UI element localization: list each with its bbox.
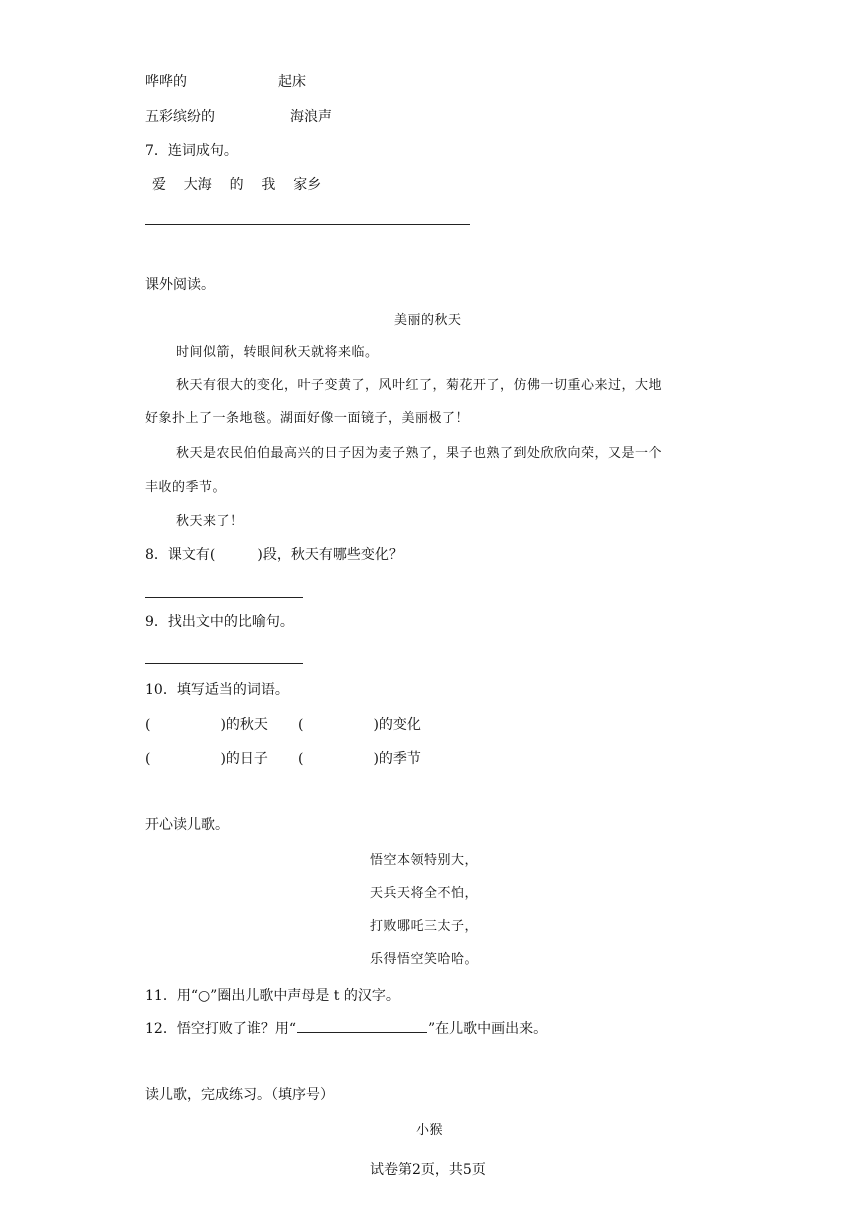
page-footer: 试卷第2页，共5页 xyxy=(370,1162,486,1178)
reading1-p2b: 好象扑上了一条地毯。湖面好像一面镜子，美丽极了！ xyxy=(145,411,470,426)
q7-words: 爱 大海 的 我 家乡 xyxy=(152,177,322,193)
q10-blank-1[interactable]: ( )的秋天 xyxy=(145,717,268,733)
reading1-p2a: 秋天有很大的变化，叶子变黄了，风叶红了，菊花开了，仿佛一切重心来过，大地 xyxy=(176,378,663,393)
poem-line-4: 乐得悟空笑哈哈。 xyxy=(370,952,479,967)
q8-answer-line[interactable] xyxy=(145,597,303,598)
q12-after: ”在儿歌中画出来。 xyxy=(427,1021,548,1037)
q12-before: 12．悟空打败了谁？用“ xyxy=(145,1021,296,1037)
reading1-intro: 课外阅读。 xyxy=(145,277,215,293)
q8-text: 8．课文有( )段，秋天有哪些变化？ xyxy=(145,547,403,563)
q12-text xyxy=(145,1020,547,1038)
q11-text: 11．用“○”圈出儿歌中声母是 t 的汉字。 xyxy=(145,988,400,1004)
q10-blank-3[interactable]: ( )的日子 xyxy=(145,751,268,767)
q9-text: 9．找出文中的比喻句。 xyxy=(145,614,294,630)
q9-answer-line[interactable] xyxy=(145,663,303,664)
q7-title: 7．连词成句。 xyxy=(145,143,238,159)
reading1-p1: 时间似箭，转眼间秋天就将来临。 xyxy=(176,345,379,360)
match-right-1: 起床 xyxy=(278,74,306,90)
poem-line-3: 打败哪吒三太子， xyxy=(370,919,479,934)
poem-line-2: 天兵天将全不怕， xyxy=(370,886,479,901)
match-right-2: 海浪声 xyxy=(290,109,332,125)
poem-line-1: 悟空本领特别大， xyxy=(370,853,479,868)
q10-blank-4[interactable]: ( )的季节 xyxy=(298,751,421,767)
reading1-p3b: 丰收的季节。 xyxy=(145,480,227,495)
reading1-title: 美丽的秋天 xyxy=(394,313,462,328)
match-left-2: 五彩缤纷的 xyxy=(145,109,215,125)
q7-answer-line[interactable] xyxy=(145,224,470,225)
q12-underline-sample xyxy=(297,1020,427,1033)
reading1-p4: 秋天来了！ xyxy=(176,514,244,529)
reading2-title: 小猴 xyxy=(416,1123,444,1138)
reading1-p3a: 秋天是农民伯伯最高兴的日子因为麦子熟了，果子也熟了到处欣欣向荣，又是一个 xyxy=(176,446,663,461)
poem-intro: 开心读儿歌。 xyxy=(145,817,229,833)
match-left-1: 哗哗的 xyxy=(145,74,187,90)
q10-title: 10．填写适当的词语。 xyxy=(145,682,289,698)
q10-blank-2[interactable]: ( )的变化 xyxy=(298,717,421,733)
reading2-intro: 读儿歌，完成练习。（填序号） xyxy=(145,1087,334,1103)
